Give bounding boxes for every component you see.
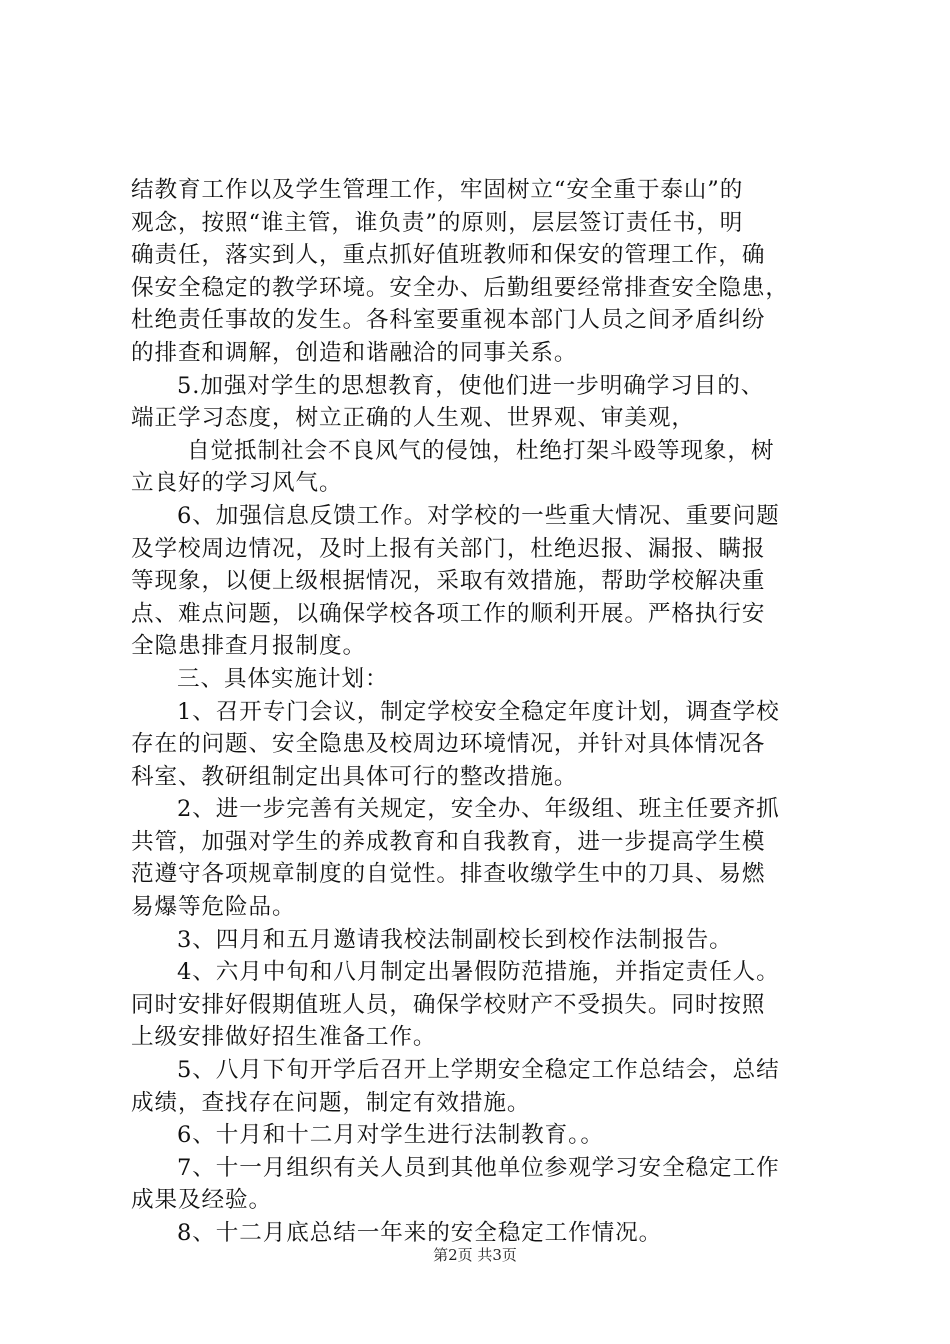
text-line: 自觉抵制社会不良风气的侵蚀，杜绝打架斗殴等现象，树 (187, 437, 775, 464)
text-line: 成绩，查找存在问题，制定有效措施。 (131, 1089, 531, 1116)
text-line: 3、四月和五月邀请我校法制副校长到校作法制报告。 (177, 926, 733, 953)
text-line: 杜绝责任事故的发生。各科室要重视本部门人员之间矛盾纠纷 (131, 307, 766, 334)
section-heading: 三、具体实施计划： (177, 665, 389, 692)
text-line: 点、难点问题，以确保学校各项工作的顺利开展。严格执行安 (131, 600, 766, 627)
text-line: 确责任，落实到人，重点抓好值班教师和保安的管理工作，确 (131, 242, 766, 269)
text-line: 端正学习态度，树立正确的人生观、世界观、审美观， (131, 405, 695, 432)
text-line: 科室、教研组制定出具体可行的整改措施。 (131, 763, 578, 790)
text-line: 立良好的学习风气。 (131, 470, 343, 497)
text-line: 范遵守各项规章制度的自觉性。排查收缴学生中的刀具、易燃 (131, 861, 766, 888)
text-line: 观念，按照“谁主管，谁负责”的原则，层层签订责任书，明 (131, 209, 744, 236)
text-line: 5、八月下旬开学后召开上学期安全稳定工作总结会，总结 (177, 1057, 780, 1084)
text-line: 上级安排做好招生准备工作。 (131, 1024, 437, 1051)
text-line: 保安全稳定的教学环境。安全办、后勤组要经常排查安全隐患， (131, 274, 789, 301)
text-line: 成果及经验。 (131, 1187, 272, 1214)
text-line: 易爆等危险品。 (131, 894, 296, 921)
text-line: 及学校周边情况，及时上报有关部门，杜绝迟报、漏报、瞒报 (131, 535, 766, 562)
text-line: 同时安排好假期值班人员，确保学校财产不受损失。同时按照 (131, 991, 766, 1018)
text-line: 1、召开专门会议，制定学校安全稳定年度计划，调查学校 (177, 698, 780, 725)
document-body (131, 174, 851, 1250)
text-line: 共管，加强对学生的养成教育和自我教育，进一步提高学生模 (131, 828, 766, 855)
page-footer: 第2页 共3页 (433, 1246, 517, 1264)
text-line: 8、十二月底总结一年来的安全稳定工作情况。 (177, 1220, 663, 1246)
text-line: 4、六月中旬和八月制定出暑假防范措施，并指定责任人。 (177, 959, 780, 986)
text-line: 存在的问题、安全隐患及校周边环境情况，并针对具体情况各 (131, 731, 766, 758)
text-line: 6、十月和十二月对学生进行法制教育。。 (177, 1122, 604, 1149)
text-line: 7、十一月组织有关人员到其他单位参观学习安全稳定工作 (177, 1154, 780, 1181)
text-line: 6、加强信息反馈工作。对学校的一些重大情况、重要问题 (177, 502, 780, 529)
text-line: 的排查和调解，创造和谐融洽的同事关系。 (131, 339, 578, 366)
text-line: 结教育工作以及学生管理工作，牢固树立“安全重于泰山”的 (131, 177, 744, 203)
text-line: 全隐患排查月报制度。 (131, 633, 366, 660)
text-line: 等现象，以便上级根据情况，采取有效措施，帮助学校解决重 (131, 568, 766, 595)
text-line: 2、进一步完善有关规定，安全办、年级组、班主任要齐抓 (177, 796, 780, 823)
text-line: 5.加强对学生的思想教育，使他们进一步明确学习目的、 (177, 372, 765, 399)
